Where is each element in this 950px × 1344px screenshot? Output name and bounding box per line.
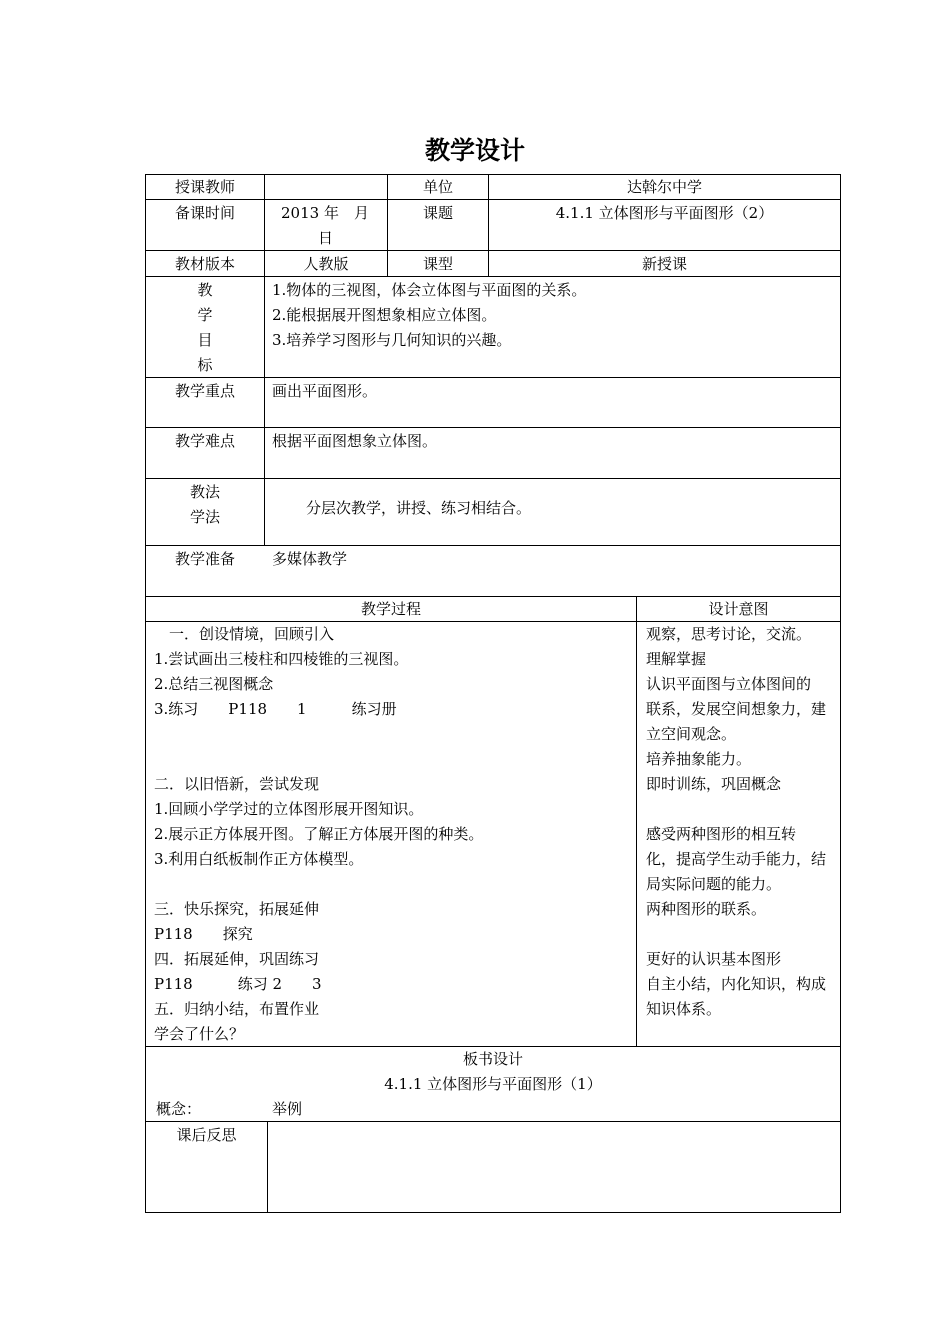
- row-divider: [146, 478, 840, 479]
- intent-line: 理解掌握: [646, 650, 707, 668]
- reflection-label: 课后反思: [176, 1126, 237, 1144]
- edition-label: 教材版本: [174, 255, 235, 273]
- col-divider: [264, 250, 265, 545]
- process-line: 1.尝试画出三棱柱和四棱锥的三视图。: [154, 650, 409, 668]
- goal-item: 2.能根据展开图想象相应立体图。: [272, 306, 497, 324]
- intent-header: 设计意图: [708, 600, 769, 618]
- goals-label-char: 教: [197, 281, 213, 299]
- goal-item: 1.物体的三视图，体会立体图与平面图的关系。: [272, 281, 587, 299]
- process-line: 1.回顾小学学过的立体图形展开图知识。: [154, 800, 424, 818]
- board-label: 板书设计: [462, 1050, 523, 1068]
- process-line: 学会了什么？: [154, 1025, 245, 1043]
- topic-value: 4.1.1 立体图形与平面图形（2）: [555, 204, 774, 222]
- col-divider: [267, 1121, 268, 1213]
- difficulty-label: 教学难点: [174, 432, 235, 450]
- process-line: 四．拓展延伸，巩固练习: [154, 950, 320, 968]
- methods-value: 分层次教学，讲授、练习相结合。: [306, 499, 532, 517]
- row-divider: [146, 545, 840, 546]
- board-example: 举例: [272, 1100, 303, 1118]
- process-line: 五．归纳小结，布置作业: [154, 1000, 320, 1018]
- process-line: 二．以旧悟新，尝试发现: [154, 775, 320, 793]
- process-line: 三．快乐探究，拓展延伸: [154, 900, 320, 918]
- difficulty-value: 根据平面图想象立体图。: [272, 432, 438, 450]
- process-line: 3.练习 P118 1 练习册: [154, 700, 397, 718]
- lesson-type-value: 新授课: [641, 255, 687, 273]
- process-line: 3.利用白纸板制作正方体模型。: [154, 850, 364, 868]
- intent-line: 更好的认识基本图形: [646, 950, 782, 968]
- intent-line: 即时训练，巩固概念: [646, 775, 782, 793]
- preparation-label: 教学准备: [174, 550, 235, 568]
- intent-line: 立空间观念。: [646, 725, 737, 743]
- intent-line: 局实际问题的能力。: [646, 875, 782, 893]
- intent-line: 感受两种图形的相互转: [646, 825, 797, 843]
- prep-time-value-day: 日: [318, 229, 334, 247]
- process-line: 2.展示正方体展开图。了解正方体展开图的种类。: [154, 825, 484, 843]
- methods-label: 学法: [189, 508, 220, 526]
- key-point-label: 教学重点: [174, 382, 235, 400]
- intent-line: 观察，思考讨论，交流。: [646, 625, 812, 643]
- row-divider: [146, 1121, 840, 1122]
- preparation-value: 多媒体教学: [272, 550, 348, 568]
- lesson-plan-table: [145, 174, 841, 1213]
- intent-line: 联系，发展空间想象力，建: [646, 700, 827, 718]
- row-divider: [146, 250, 840, 251]
- goal-item: 3.培养学习图形与几何知识的兴趣。: [272, 331, 512, 349]
- topic-label: 课题: [422, 204, 453, 222]
- prep-time-value: 2013 年 月: [281, 204, 369, 222]
- goals-label-char: 学: [197, 306, 213, 324]
- board-subtitle: 4.1.1 立体图形与平面图形（1）: [384, 1075, 602, 1093]
- intent-line: 认识平面图与立体图间的: [646, 675, 812, 693]
- lesson-type-label: 课型: [422, 255, 453, 273]
- process-line: P118 探究: [154, 925, 253, 943]
- intent-line: 知识体系。: [646, 1000, 722, 1018]
- intent-line: 两种图形的联系。: [646, 900, 767, 918]
- intent-line: 培养抽象能力。: [646, 750, 752, 768]
- unit-label: 单位: [422, 178, 453, 196]
- teacher-label: 授课教师: [174, 178, 235, 196]
- process-line: 一．创设情境，回顾引入: [154, 625, 335, 643]
- key-point-value: 画出平面图形。: [272, 382, 378, 400]
- intent-line: 化，提高学生动手能力，结: [646, 850, 827, 868]
- row-divider: [146, 427, 840, 428]
- process-line: P118 练习 2 3: [154, 975, 322, 993]
- goals-label-char: 标: [197, 356, 213, 374]
- unit-value: 达斡尔中学: [626, 178, 702, 196]
- intent-line: 自主小结，内化知识，构成: [646, 975, 827, 993]
- methods-label: 教法: [189, 483, 220, 501]
- process-line: 2.总结三视图概念: [154, 675, 274, 693]
- page-title: 教学设计: [424, 136, 525, 165]
- board-concept: 概念：: [156, 1100, 202, 1118]
- col-divider: [264, 175, 265, 250]
- edition-value: 人教版: [303, 255, 349, 273]
- prep-time-label: 备课时间: [174, 204, 235, 222]
- process-header: 教学过程: [360, 600, 421, 618]
- col-divider: [636, 596, 637, 1046]
- goals-label-char: 目: [197, 331, 213, 349]
